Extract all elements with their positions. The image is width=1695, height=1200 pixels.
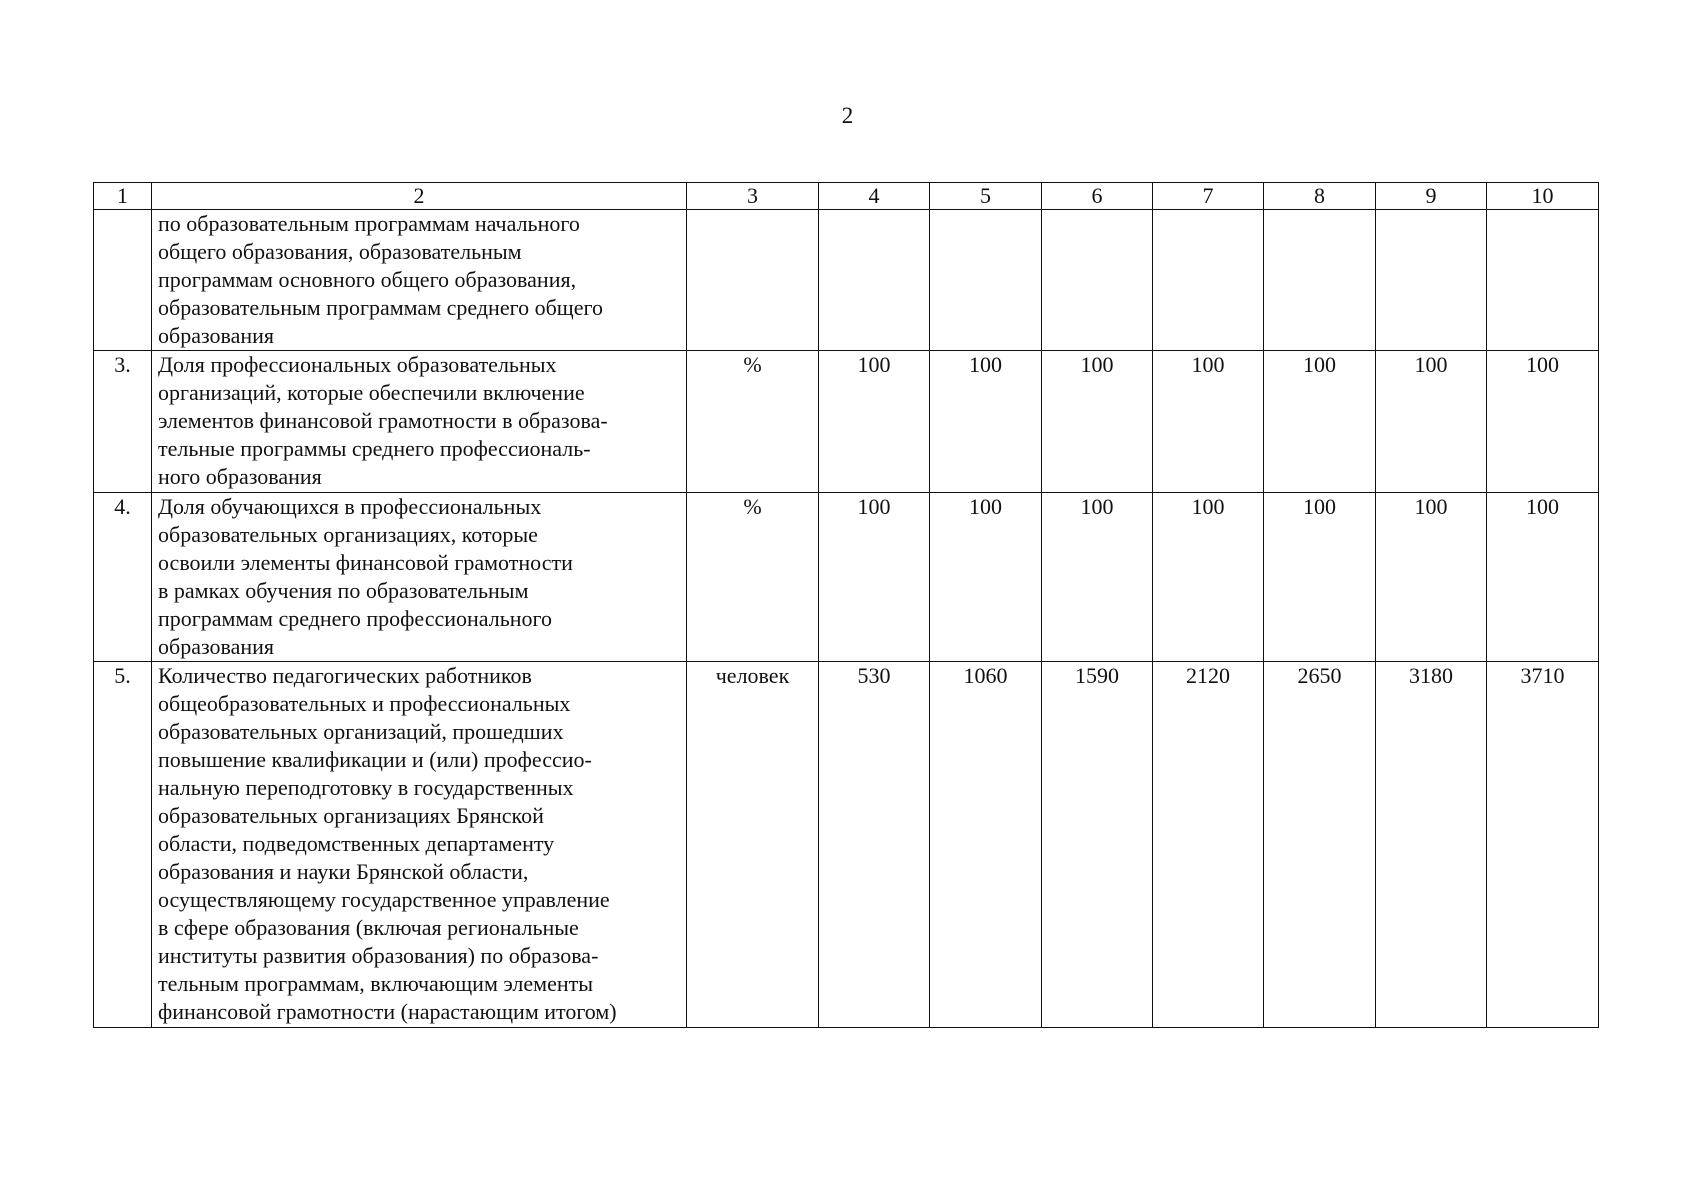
value-cell: [1153, 210, 1264, 351]
table-header-row: [94, 183, 1599, 210]
indicator-name-line: нальную переподготовку в государственных: [158, 775, 574, 800]
value-cell: 3710: [1487, 662, 1599, 1028]
indicator-name: [152, 662, 687, 1028]
column-header: 6: [1042, 183, 1153, 210]
table-row: [94, 351, 1599, 493]
indicator-name-line: осуществляющему государственное управление: [158, 887, 610, 912]
indicator-name: [152, 493, 687, 662]
column-header: 9: [1376, 183, 1487, 210]
value-cell: 100: [1376, 493, 1487, 662]
value-cell: 1590: [1042, 662, 1153, 1028]
value-cell: 100: [819, 351, 930, 493]
indicator-name: [152, 210, 687, 351]
indicator-name-line: повышение квалификации и (или) профессио-: [158, 747, 592, 772]
value-cell: 100: [1376, 351, 1487, 493]
indicator-name-line: образования: [158, 634, 275, 659]
row-number: 3.: [94, 351, 152, 493]
value-cell: 100: [1264, 493, 1376, 662]
row-number: 4.: [94, 493, 152, 662]
indicator-name-line: образовательных организаций, прошедших: [158, 719, 564, 744]
indicator-name-line: программам основного общего образования,: [158, 267, 577, 292]
column-header: 1: [94, 183, 152, 210]
column-header: 8: [1264, 183, 1376, 210]
value-cell: [1376, 210, 1487, 351]
indicator-name-line: программам среднего профессионального: [158, 606, 553, 631]
indicator-name-line: общего образования, образовательным: [158, 239, 522, 264]
table-row: [94, 493, 1599, 662]
value-cell: 2650: [1264, 662, 1376, 1028]
column-header: 10: [1487, 183, 1599, 210]
value-cell: [930, 210, 1042, 351]
value-cell: 100: [1264, 351, 1376, 493]
indicator-name-line: области, подведомственных департаменту: [158, 831, 555, 856]
indicator-name-line: освоили элементы финансовой грамотности: [158, 550, 573, 575]
indicator-name-line: в сфере образования (включая региональные: [158, 915, 579, 940]
indicator-name-line: тельные программы среднего профессиональ-: [158, 436, 591, 461]
row-number: [94, 210, 152, 351]
page-number: 2: [841, 103, 854, 128]
indicator-name: [152, 351, 687, 493]
value-cell: 100: [1042, 493, 1153, 662]
indicator-name-line: образования и науки Брянской области,: [158, 859, 529, 884]
value-cell: 100: [930, 351, 1042, 493]
value-cell: [1042, 210, 1153, 351]
column-header: 2: [152, 183, 687, 210]
column-header: 5: [930, 183, 1042, 210]
indicator-name-line: Доля обучающихся в профессиональных: [158, 494, 542, 519]
indicator-name-line: элементов финансовой грамотности в образова-: [158, 408, 608, 433]
indicator-name-line: институты развития образования) по образова-: [158, 943, 599, 968]
value-cell: 100: [930, 493, 1042, 662]
indicator-name-line: образовательным программам среднего общего: [158, 295, 603, 320]
indicator-name-line: Количество педагогических работников: [158, 663, 532, 688]
value-cell: 1060: [930, 662, 1042, 1028]
row-number: 5.: [94, 662, 152, 1028]
value-cell: 100: [1042, 351, 1153, 493]
indicator-name-line: финансовой грамотности (нарастающим итогом): [158, 999, 617, 1024]
value-cell: [1264, 210, 1376, 351]
indicator-name-line: тельным программам, включающим элементы: [158, 971, 594, 996]
indicator-name-line: образовательных организациях, которые: [158, 522, 538, 547]
unit-cell: человек: [687, 662, 819, 1028]
value-cell: 100: [1487, 351, 1599, 493]
table-row: [94, 210, 1599, 351]
value-cell: 100: [1153, 493, 1264, 662]
column-header: 4: [819, 183, 930, 210]
indicator-name-line: образовательных организациях Брянской: [158, 803, 544, 828]
value-cell: 100: [819, 493, 930, 662]
column-header: 7: [1153, 183, 1264, 210]
indicator-name-line: образования: [158, 323, 275, 348]
unit-cell: %: [687, 493, 819, 662]
value-cell: 2120: [1153, 662, 1264, 1028]
value-cell: 3180: [1376, 662, 1487, 1028]
table-row: [94, 662, 1599, 1028]
value-cell: [1487, 210, 1599, 351]
value-cell: 100: [1487, 493, 1599, 662]
value-cell: 530: [819, 662, 930, 1028]
indicator-name-line: организаций, которые обеспечили включение: [158, 380, 585, 405]
unit-cell: %: [687, 351, 819, 493]
unit-cell: [687, 210, 819, 351]
indicator-name-line: по образовательным программам начального: [158, 211, 580, 236]
indicator-name-line: ного образования: [158, 464, 322, 489]
column-header: 3: [687, 183, 819, 210]
value-cell: 100: [1153, 351, 1264, 493]
indicator-name-line: общеобразовательных и профессиональных: [158, 691, 571, 716]
value-cell: [819, 210, 930, 351]
indicators-table: [93, 182, 1599, 1028]
indicator-name-line: Доля профессиональных образовательных: [158, 352, 557, 377]
indicator-name-line: в рамках обучения по образовательным: [158, 578, 529, 603]
